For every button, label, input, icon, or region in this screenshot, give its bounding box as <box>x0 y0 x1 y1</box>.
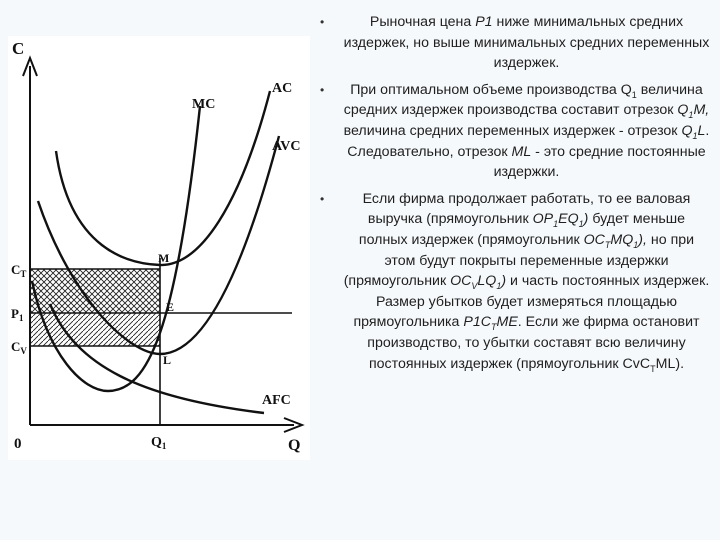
text-run: . Если же фирма остановит производство, то убытки составят всю величину постоянных издержек (прямоугольник CvC <box>367 314 700 372</box>
bullet-2-text <box>343 80 710 183</box>
point-m-label: M <box>158 251 170 265</box>
bullet-1-text <box>343 12 710 74</box>
y-axis-label: C <box>12 39 25 58</box>
text-run: OC <box>450 273 472 290</box>
text-run: ниже минимальных средних издержек, но выше минимальных средних переменных издержек. <box>343 14 710 72</box>
text-run: LQ <box>477 273 497 290</box>
text-run: Рыночная цена <box>369 14 476 30</box>
bullet-dot: • <box>320 82 325 97</box>
bullet-dot: • <box>320 191 325 206</box>
cost-curves-graph <box>8 36 310 460</box>
point-l-label: L <box>163 353 172 367</box>
text-run: M, <box>693 102 710 119</box>
text-run: P1C <box>463 314 491 331</box>
text-run: T <box>491 322 497 333</box>
bullet-3-text <box>343 189 710 374</box>
afc-label: AFC <box>262 393 291 408</box>
p1-label: $P_1$ <box>11 306 24 323</box>
text-run: MQ <box>610 231 634 248</box>
text-run: 1 <box>553 219 559 230</box>
text-run: Q <box>677 102 689 119</box>
text-run: L <box>697 122 706 139</box>
text-run: Если фирма продолжает работать, то ее валовая выручка (прямоугольник <box>362 190 691 228</box>
text-run: EQ <box>558 211 579 228</box>
text-run: ) <box>501 273 507 290</box>
avc-label: AVC <box>272 139 301 154</box>
bullet-dot: • <box>320 15 325 29</box>
text-run: T <box>604 239 611 250</box>
origin-label: 0 <box>14 436 22 452</box>
bullet-item <box>318 80 710 183</box>
text-run: . Следовательно, отрезок <box>347 122 710 160</box>
text-run: 1 <box>631 89 637 100</box>
ac-label: AC <box>272 81 293 96</box>
text-run: и часть постоянных издержек. Размер убытков будет измеряться площадью прямоугольника <box>353 273 710 331</box>
text-run: 1 <box>578 219 584 230</box>
text-run: При оптимальном объеме производства Q <box>350 81 632 98</box>
text-run: ME <box>496 314 518 331</box>
bullet-item <box>318 189 710 374</box>
cv-label: $C_V$ <box>11 339 27 356</box>
explanation-text <box>318 12 710 380</box>
text-run: но при этом будут покрыты переменные издержки (прямоугольник <box>343 231 695 290</box>
text-run: OP <box>532 211 554 228</box>
point-e-label: E <box>166 300 175 314</box>
text-run: T <box>650 363 656 374</box>
text-run: 1 <box>692 130 698 141</box>
text-run: Q <box>681 122 693 139</box>
ct-label: $C_T$ <box>11 262 27 279</box>
text-run: ) <box>583 211 589 228</box>
text-run: ML). <box>655 355 685 372</box>
ac-curve <box>56 91 270 265</box>
loss-area-cross-hatched <box>30 269 160 313</box>
text-run: 1 <box>633 239 639 250</box>
text-run: ), <box>638 231 647 248</box>
q1-label: $Q_1$ <box>151 435 167 451</box>
text-run: 1 <box>688 110 694 121</box>
text-run: V <box>471 280 478 291</box>
text-run: 1 <box>496 280 502 291</box>
text-run: ML <box>511 143 532 160</box>
text-run: величина средних переменных издержек - отрезок <box>343 122 682 139</box>
text-run: OC <box>583 231 605 248</box>
fixed-cost-area-hatched <box>30 313 160 346</box>
bullet-item <box>318 12 710 74</box>
text-run: будет меньше полных издержек (прямоугольник <box>358 211 686 248</box>
graph-svg <box>8 36 310 460</box>
mc-label: MC <box>192 97 216 112</box>
text-run: P1 <box>475 14 493 30</box>
x-axis-label: Q <box>288 437 301 454</box>
text-run: величина средних издержек производства составит отрезок <box>343 81 703 119</box>
text-run: - это средние постоянные издержки. <box>493 143 706 181</box>
